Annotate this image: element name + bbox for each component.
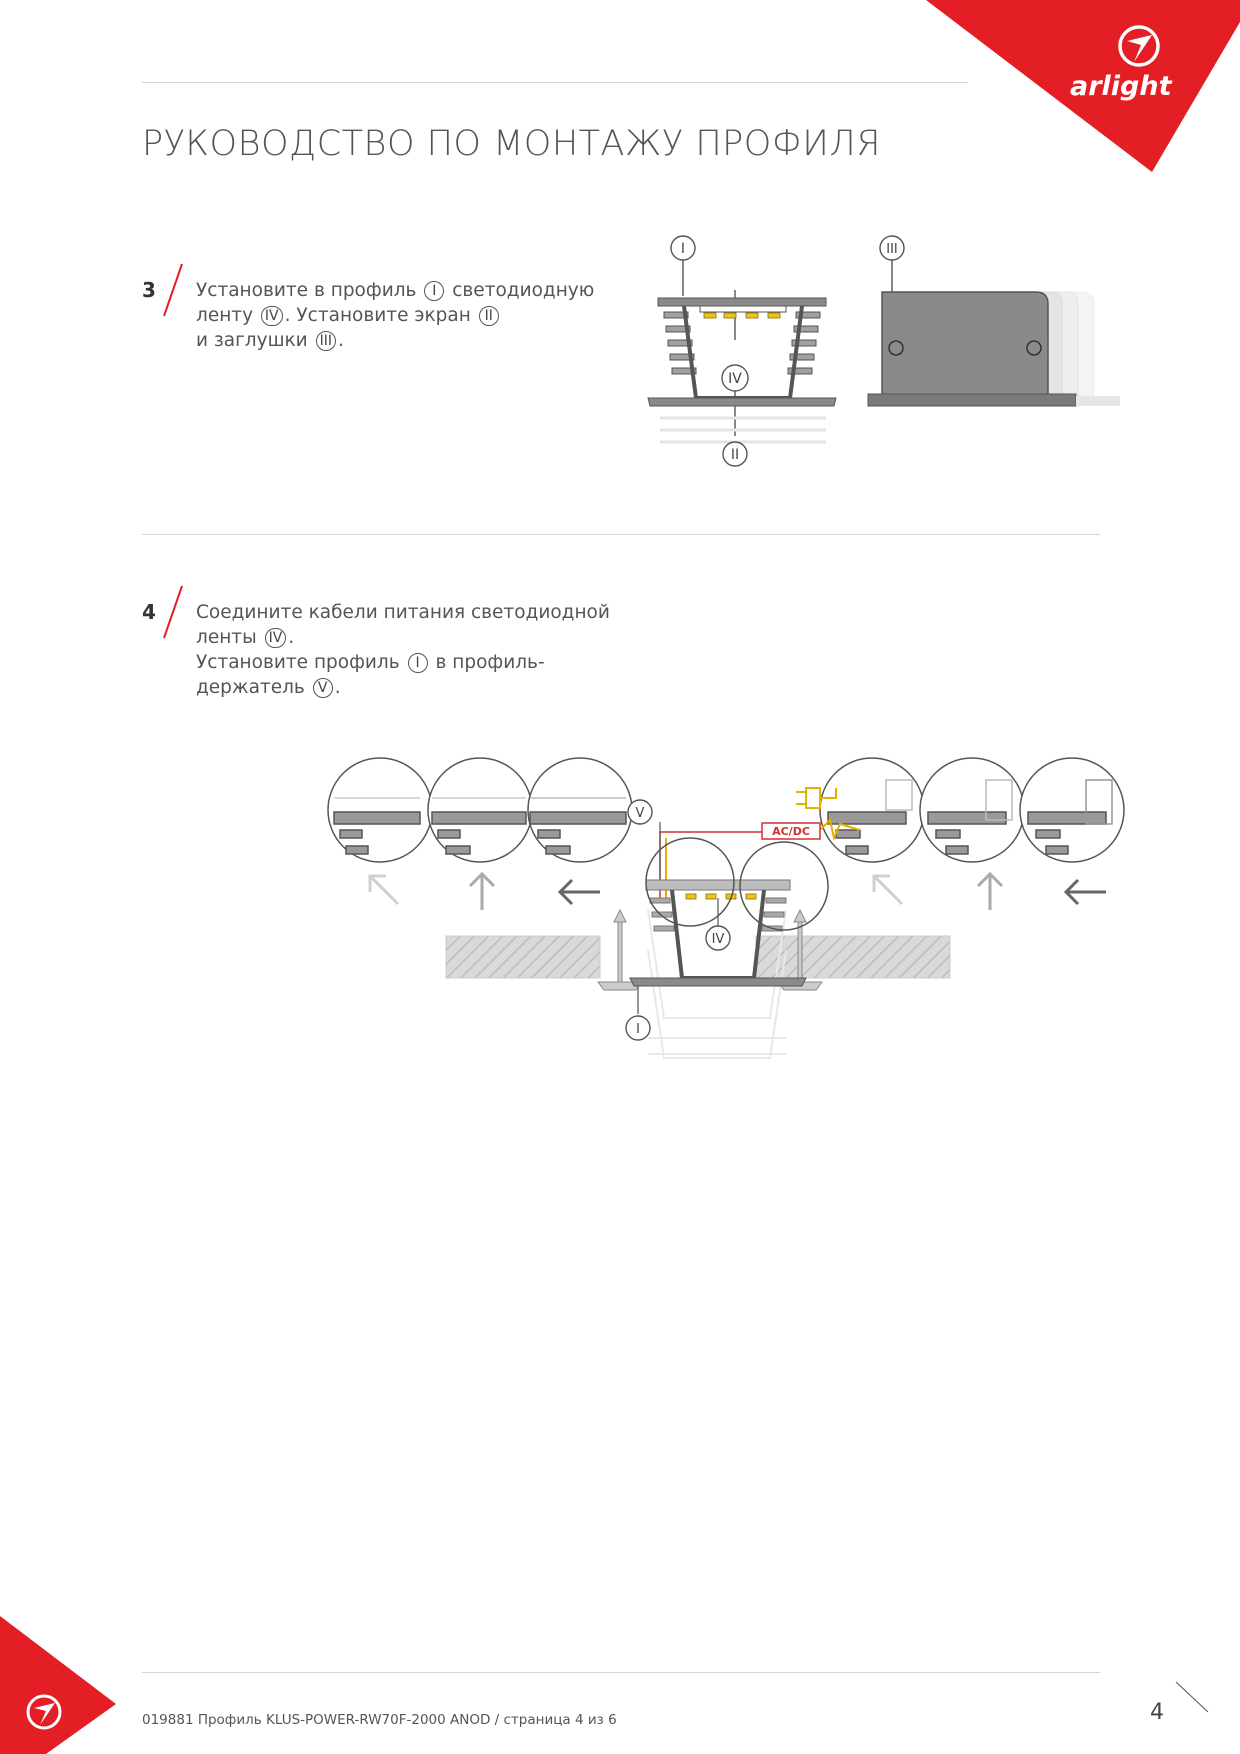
page-title: РУКОВОДСТВО ПО МОНТАЖУ ПРОФИЛЯ	[142, 124, 881, 164]
detail-circle	[820, 758, 924, 862]
ref-badge: V	[313, 678, 333, 698]
step-number: 3	[142, 278, 156, 302]
detail-circle	[920, 758, 1024, 862]
step-line: и заглушки III .	[196, 330, 344, 351]
svg-text:I: I	[680, 241, 686, 257]
step-number: 4	[142, 600, 156, 624]
svg-text:IV: IV	[728, 371, 742, 387]
footer-text: 019881 Профиль KLUS-POWER-RW70F-2000 ANOD / страница 4 из 6	[142, 1712, 617, 1728]
step-line: Установите профиль I в профиль-	[196, 652, 545, 673]
step-slash	[160, 262, 186, 320]
header-divider	[142, 82, 968, 83]
acdc-label: AC/DC	[772, 825, 810, 838]
step-line: Установите в профиль I светодиодную	[196, 280, 595, 301]
step-line: держатель V .	[196, 677, 341, 698]
arrow-icon	[470, 874, 494, 910]
detail-circle	[328, 758, 432, 862]
svg-text:I: I	[636, 1022, 640, 1037]
installation-diagram	[320, 750, 1180, 1080]
step-line: ленты IV .	[196, 627, 295, 648]
detail-circle	[1020, 758, 1124, 862]
detail-circle	[528, 758, 632, 862]
arrow-icon	[560, 880, 600, 904]
ref-badge: III	[316, 331, 336, 351]
page-corner-mark	[1172, 1678, 1212, 1718]
step-3-text	[196, 278, 594, 353]
detail-circle	[428, 758, 532, 862]
svg-text:IV: IV	[711, 932, 725, 947]
brand-corner	[920, 0, 1240, 180]
arrow-icon	[1066, 880, 1106, 904]
section-divider	[142, 534, 1100, 535]
ref-badge: I	[424, 281, 444, 301]
step-4-text	[196, 600, 610, 700]
brand-corner-bottom	[0, 1612, 120, 1754]
profile-cross-section-diagram	[640, 230, 860, 470]
svg-text:II: II	[730, 447, 740, 463]
ref-badge: IV	[261, 306, 283, 326]
step-line: ленту IV . Установите экран II	[196, 303, 594, 328]
svg-text:V: V	[635, 806, 645, 821]
ceiling-left	[446, 936, 600, 978]
arrow-icon	[978, 874, 1002, 910]
ref-badge: II	[479, 306, 499, 326]
end-cap-diagram	[862, 230, 1132, 410]
page-number: 4	[1150, 1700, 1164, 1725]
step-line: Соедините кабели питания светодиодной	[196, 602, 610, 623]
step-slash	[160, 584, 186, 642]
brand-name: arlight	[1070, 71, 1172, 102]
footer-divider	[142, 1672, 1100, 1673]
arrow-icon	[874, 876, 902, 904]
ref-badge: I	[408, 653, 428, 673]
ref-badge: IV	[265, 628, 287, 648]
svg-text:III: III	[886, 242, 898, 257]
arrow-icon	[370, 876, 398, 904]
